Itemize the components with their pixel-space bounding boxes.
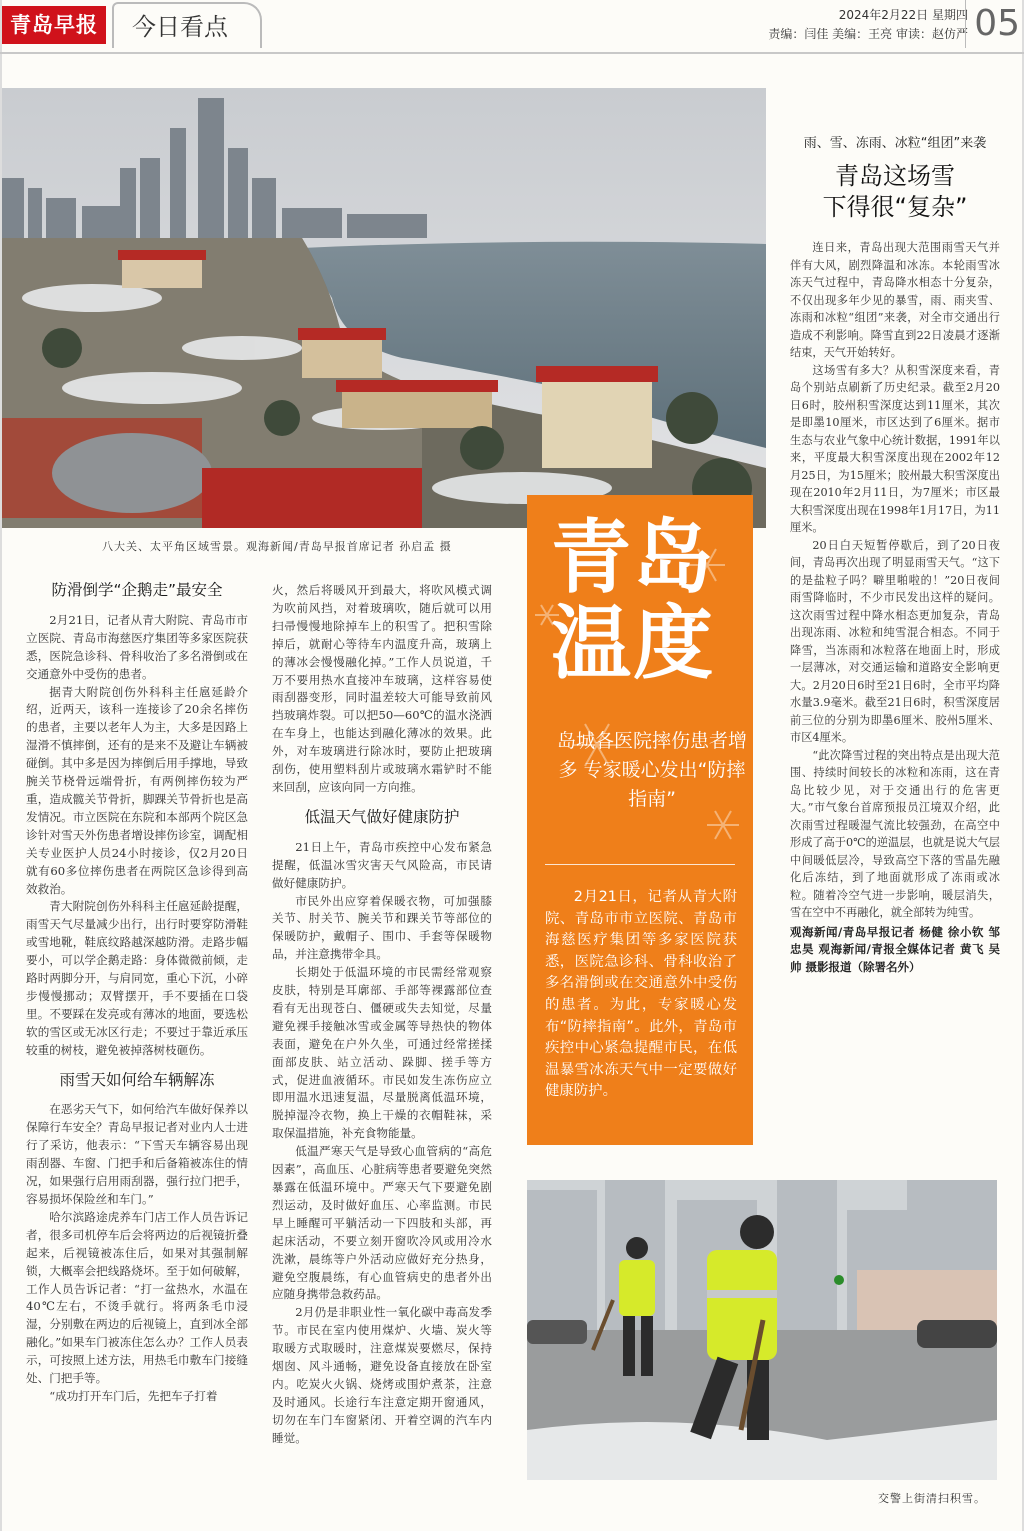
middle-column (272, 582, 492, 1448)
police-clearing-snow-photo (527, 1180, 997, 1480)
feature-summary: 2月21日，记者从青大附院、青岛市市立医院、青岛市海慈医疗集团等多家医院获悉，医院急诊科、骨科收治了多名滑倒或在交通意外中受伤的患者。为此，专家暖心发布“防摔指南”。此外，青岛市疾控中心紧急提醒市民，在低温暴雪冰冻天气中一定要做好健康防护。 (545, 889, 737, 1100)
section-title: 今日看点 (112, 2, 262, 48)
snow-scene-illustration (2, 88, 766, 528)
page-number: 05 (965, 0, 1020, 48)
top-photo-caption: 八大关、太平角区域雪景。观海新闻/青岛早报首席记者 孙启孟 摄 (102, 540, 452, 553)
paragraph: 21日上午，青岛市疾控中心发布紧急提醒，低温冰雪灾害天气风险高，市民请做好健康防护。 (272, 839, 492, 890)
paragraph: 这场雪有多大？从积雪深度来看，青岛个别站点刷新了历史纪录。截至2月20日6时，胶州积雪深度达到11厘米，其次是即墨10厘米，市区达到了6厘米。据市生态与农业气象中心统计数据，1991年以来，平度最大积雪深度出现在2002年12月25日，为15厘米；胶州最大积雪深度出现在2010年2月11日，为7厘米；市区最大积雪深度出现在1998年1月17日，为11厘米。 (790, 363, 1000, 534)
paragraph: “此次降雪过程的突出特点是出现大范围、持续时间较长的冰粒和冻雨，这在青岛比较少见，对于交通出行的危害更大。”市气象台首席预报员江境双介绍，此次雨雪过程暖湿气流比较强劲，在高空中形成了高于0℃的逆温层，也就是说大气层中间暖低层冷，导致高空下落的雪晶先融化后冻结，到了地面就形成了冻雨或冰粒。随着冷空气进一步影响，暖层消失，雪在空中不再融化，就全部转为纯雪。 (790, 748, 1000, 919)
paragraph: 低温严寒天气是导致心血管病的“高危因素”，高血压、心脏病等患者要避免突然暴露在低温环境中。严寒天气下要避免剧烈运动，及时做好血压、心率监测。市民早上睡醒可平躺活动一下四肢和头部，再起床活动，不要立刻开窗吹冷风或用冷水洗漱，晨练等户外活动应做好充分热身，避免空腹晨练，有心血管病史的患者外出应随身携带急救药品。 (272, 1144, 492, 1302)
paragraph: 据青大附院创伤外科科主任扈延龄介绍，近两天，该科一连接诊了20余名摔伤的患者，主要以老年人为主，大多是因路上湿滑不慎摔倒，还有的是来不及避让车辆被碰倒。其中多是因为摔倒后用手撑地，导致腕关节桡骨远端骨折，有两例摔伤较为严重，造成髋关节骨折，脚踝关节骨折也是高发情况。市立医院在东院和本部两个院区急诊针对雪天外伤患者增设摔伤诊室，调配相关专业医护人员24小时接诊，仅2月20日就有60多位摔伤患者在两院区急诊得到高效救治。 (26, 684, 248, 896)
paragraph: 市民外出应穿着保暖衣物，可加强膝关节、肘关节、腕关节和踝关节等部位的保暖防护，戴帽子、围巾、手套等保暖物品，并注意携带伞具。 (272, 893, 492, 962)
bottom-photo-caption: 交警上街清扫积雪。 (878, 1492, 986, 1505)
heading-car-defrost: 雨雪天如何给车辆解冻 (59, 1070, 215, 1089)
title-line-1: 青岛这场雪 (835, 162, 955, 190)
coastal-snow-photo (2, 88, 766, 528)
heading-health-protection: 低温天气做好健康防护 (304, 807, 460, 826)
paragraph: 连日来，青岛出现大范围雨雪天气并伴有大风，剧烈降温和冰冻。本轮雨雪冰冻天气过程中，青岛降水相态十分复杂，不仅出现多年少见的暴雪，雨、雨夹雪、冻雨和冰粒“组团”来袭，对全市交通出行造成不利影响。降雪直到22日凌晨才逐渐结束，天气开始转好。 (790, 241, 1000, 359)
big-title-line-2: 温度 (551, 597, 715, 690)
article-body (790, 239, 1000, 976)
heading-anti-slip: 防滑倒学“企鹅走”最安全 (51, 581, 223, 599)
article-kicker: 雨、雪、冻雨、冰粒“组团”来袭 (803, 136, 987, 151)
newspaper-logo: 青岛早报 (2, 6, 106, 44)
paragraph: 2月21日，记者从青大附院、青岛市市立医院、青岛市海慈医疗集团等多家医院获悉，医院急诊科、骨科收治了多名滑倒或在交通意外中受伤的患者。 (26, 612, 248, 681)
byline: 观海新闻/青岛早报记者 杨健 徐小钦 邹忠昊 观海新闻/青报全媒体记者 黄飞 吴帅 摄影报道（除署名外） (790, 924, 1000, 974)
paragraph: 20日白天短暂停歇后，到了20日夜间，青岛再次出现了明显雨雪天气。“这下的是盐粒子吗？噼里啪啦的！”20日夜间雨雪降临时，不少市民发出这样的疑问。这次雨雪过程中降水相态更加复杂，青岛出现冻雨、冰粒和纯雪混合相态。不同于降雪，当冻雨和冰粒落在地面上时，形成一层薄冰，对交通运输和道路安全影响更大。2月20日6时至21日6时，全市平均降水量3.9毫米。截至21日6时，积雪深度居前三位的分别为即墨6厘米、胶州5厘米、市区4厘米。 (790, 538, 1000, 744)
feature-subtitle: 岛城各医院摔伤患者增多 专家暖心发出“防摔指南” (557, 730, 748, 810)
paragraph: 青大附院创伤外科科主任扈延龄提醒，雨雪天气尽量减少出行，出行时要穿防滑鞋或雪地靴，鞋底纹路越深越防滑。走路步幅要小，可以学企鹅走路：身体微微前倾，走路时两脚分开，与肩同宽，重心下沉，小碎步慢慢挪动；双臂摆开，手不要插在口袋里。不要踩在发亮或有薄冰的地面，要选松软的雪区或无冰区行走；不要过于靠近承压较重的树枝，避免被掉落树枝砸伤。 (26, 899, 248, 1057)
divider (545, 864, 735, 865)
big-title-line-1: 青岛 (551, 511, 715, 604)
paragraph: 哈尔滨路途虎养车门店工作人员告诉记者，很多司机停车后会将两边的后视镜折叠起来，后视镜被冻住后，如果对其强制解锁，大概率会把线路烧坏。至于如何破解，工作人员告诉记者：“打一盆热水，水温在40℃左右，不烫手就行。将两条毛巾浸湿，分别敷在两边的后视镜上，直到冰全部融化。”如果车门被冻住怎么办？工作人员表示，可按照上述方法，用热毛巾敷车门接缝处、门把手等。 (26, 1209, 248, 1386)
issue-date: 2024年2月22日 星期四 (838, 8, 968, 22)
paragraph: 在恶劣天气下，如何给汽车做好保养以保障行车安全？青岛早报记者对业内人士进行了采访，他表示：“下雪天车辆容易出现雨刮器、车窗、门把手和后备箱被冻住的情况，如果强行启用雨刮器，强行拉门把手，容易损坏保险丝和车门。” (26, 1102, 248, 1206)
paragraph: 2月仍是非职业性一氧化碳中毒高发季节。市民在室内使用煤炉、火墙、炭火等取暖方式取暖时，注意煤炭要燃尽，保持烟囱、风斗通畅，避免设备直接放在卧室内。吃炭火火锅、烧烤或围炉煮茶，注意及时通风。长途行车注意定期开窗通风，切勿在车门车窗紧闭、开着空调的汽车内睡觉。 (272, 1305, 492, 1445)
article-title (790, 161, 1000, 223)
title-line-2: 下得很“复杂” (822, 193, 968, 221)
paragraph: “成功打开车门后，先把车子打着 (49, 1388, 218, 1403)
feature-big-title (551, 511, 715, 690)
page-header (0, 0, 1024, 54)
left-column (26, 570, 248, 1406)
editor-credits: 责编：闫佳 美编：王亮 审读：赵仿严 (768, 27, 968, 41)
paragraph: 长期处于低温环境的市民需经常观察皮肤，特别是耳廓部、手部等裸露部位查看有无出现苍白、僵硬或失去知觉，尽量避免裸手接触冰雪或金属等导热快的物体表面，避免在户外久坐，可通过经常搓揉面部皮肤、站立活动、跺脚、搓手等方式，促进血液循环。市民如发生冻伤应立即用温水迅速复温，尽量脱离低温环境，脱掉湿冷衣物，换上干燥的衣帽鞋袜，采取保温措施，补充食物能量。 (272, 965, 492, 1141)
header-meta (768, 6, 968, 44)
feature-box (527, 495, 753, 1145)
paragraph: 火，然后将暖风开到最大，将吹风模式调为吹前风挡，对着玻璃吹，随后就可以用扫帚慢慢地除掉车上的积雪了。把积雪除掉后，就耐心等待车内温度升高，玻璃上的薄冰会慢慢融化掉。”工作人员说道，千万不要用热水直接冲车玻璃，这样容易使雨刮器变形，同时温差较大可能导致前风挡玻璃炸裂。可以把50—60℃的温水浇洒在车身上，也能达到融化薄冰的效果。此外，对车玻璃进行除冰时，要防止把玻璃刮伤，使用塑料刮片或玻璃水霜铲时不能来回刮，应该向同一方向推。 (272, 583, 492, 794)
right-column (790, 132, 1000, 976)
police-scene-illustration (527, 1180, 997, 1480)
